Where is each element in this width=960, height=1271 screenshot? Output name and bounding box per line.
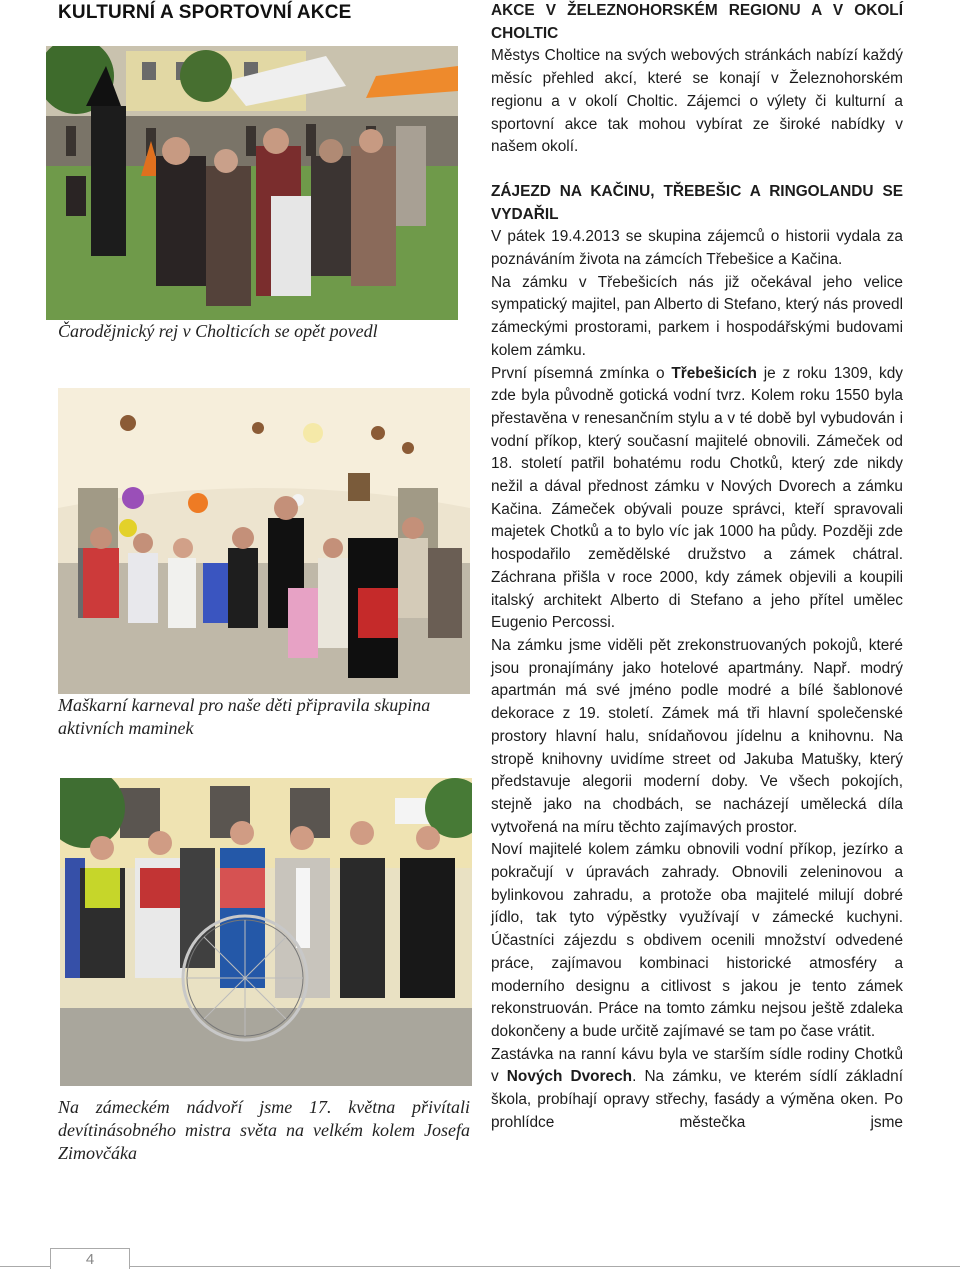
text-run: První písemná zmínka o: [491, 364, 672, 382]
right-column: [491, 0, 903, 1134]
paragraph-rooms: Na zámku jsme viděli pět zrekonstruovaných pokojů, které jsou pronajímány jako hotelové apartmány. Např. modrý apartmán má své jméno podle modré a bílé šablonové dekorace z 19. století. Zámek má tři hlavní společenské prostory hlavní halu, snídaňovou jídelnu a knihovnu. Na stropě knihovny uvidíme street od Jakuba Matušky, který představuje alegorii moderní doby. Ve všech pokojích, stejně jako na chodbách, se nacházejí umělecká díla vytvořená na míru těchto zajímavých prostor.: [491, 636, 903, 836]
text-run: Zastávka na ranní kávu byla ve starším sídle rodiny Chotků v: [491, 1045, 903, 1086]
section-title: KULTURNÍ A SPORTOVNÍ AKCE: [58, 2, 352, 23]
photo-witches-party: [46, 46, 458, 320]
page-footer: [0, 1238, 960, 1270]
paragraph-trip-intro: V pátek 19.4.2013 se skupina zájemců o historii vydala za poznáváním života na zámcích Třebešice a Kačina.: [491, 228, 903, 269]
paragraph-trebesice-visit: Na zámku v Třebešicích nás již očekával jeho velice sympatický majitel, pan Alberto di Stefano, který nás provedl zámeckými prostorami, parkem i hospodářskými budovami kolem zámku.: [491, 273, 903, 359]
spacer: [491, 159, 903, 181]
paragraph-nove-dvory: [491, 1044, 903, 1135]
photo-cyclists: [60, 778, 472, 1086]
text-run: je z roku 1309, kdy zde byla původně gotická vodní tvrz. Kolem roku 1550 byla přestavěna v renesančním stylu a v té době byl vybudován i vodní příkop, který současní majitelé obnovili. Zámeček od 18. století patřil bohatému rodu Chotků, který zde nikdy nežil a dával přednost zámku v Nových Dvorech a zámku Kačina. Zámeček obývali pouze správci, kteří spravovali majetek Chotků a to bylo víc jak 1000 ha půdy. Později zde hospodařilo zemědělské družstvo a zámek chátral. Záchrana přišla v roce 2000, kdy zámek objevili a koupili italský architekt Alberto di Stefano a jeho přítel umělec Eugenio Percossi.: [491, 364, 903, 632]
caption-cyclists: Na zámeckém nádvoří jsme 17. května přivítali devítinásobného mistra světa na velkém kolem Josefa Zimovčáka: [58, 1097, 470, 1163]
text-run: . Na zámku, ve kterém sídlí základní škola, probíhají opravy střechy, fasády a výměna oken. Po prohlídce městečka jsme: [491, 1068, 903, 1131]
paragraph-regional-events: Městys Choltice na svých webových stránkách nabízí každý měsíc přehled akcí, které se konají v Železnohorském regionu a v okolí Choltic. Zájemci o výlety či kulturní a sportovní akce tak mohou vybírat ze široké nabídky v našem okolí.: [491, 47, 903, 156]
heading-trip: ZÁJEZD NA KAČINU, TŘEBEŠIC A RINGOLANDU SE VYDAŘIL: [491, 182, 903, 223]
bold-place-name: Třebešicích: [671, 364, 757, 382]
caption-witches: Čarodějnický rej v Cholticích se opět povedl: [58, 321, 378, 341]
heading-regional-events: AKCE V ŽELEZNOHORSKÉM REGIONU A V OKOLÍ CHOLTIC: [491, 2, 903, 42]
photo-carnival: [58, 388, 470, 694]
paragraph-garden: Noví majitelé kolem zámku obnovili vodní příkop, jezírko a pokračují v úpravách zahrady. Obnovili zeleninovou a bylinkovou zahradu, a protože oba majitelé milují dobré jídlo, tak tyto výpěstky využívají v zámecké kuchyni. Účastníci zájezdu s obdivem ocenili množství odvedené práce, zajímavou kombinaci historické atmosféry a moderního designu a citlivost s jakou je tento zámek rekonstruován. Práce na tomto zámku nejsou ještě zdaleka dokončeny a bude určitě zajímavé se tam po čase vrátit.: [491, 841, 903, 1040]
page-number: 4: [50, 1248, 130, 1269]
bold-place-name: Nových Dvorech: [506, 1068, 633, 1086]
caption-carnival: Maškarní karneval pro naše děti připravila skupina aktivních maminek: [58, 695, 431, 738]
paragraph-trebesice-history: [491, 363, 903, 635]
footer-rule: [0, 1266, 960, 1267]
left-column: [44, 0, 472, 1180]
